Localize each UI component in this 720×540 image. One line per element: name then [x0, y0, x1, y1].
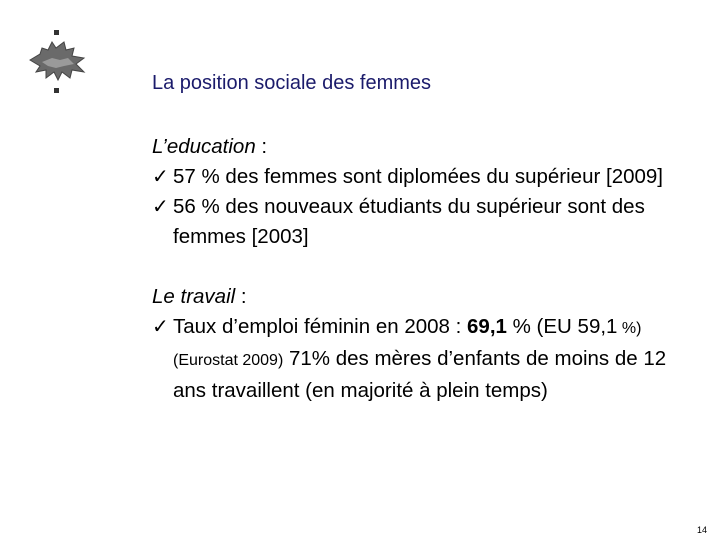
- page-number: 14: [696, 525, 707, 535]
- check-icon: ✓: [152, 316, 169, 338]
- education-heading-colon: :: [255, 135, 268, 158]
- slide-content: [152, 132, 692, 406]
- check-icon: ✓: [152, 166, 169, 188]
- education-bullet-1-text: 57 % des femmes sont diplomées du supérieur [2009]: [173, 165, 663, 188]
- education-bullet-2: [152, 192, 692, 252]
- travail-heading: [152, 282, 692, 312]
- education-heading: [152, 132, 692, 162]
- travail-heading-text: Le travail: [152, 285, 236, 308]
- travail-heading-colon: :: [235, 285, 247, 308]
- university-logo-icon: [22, 28, 92, 98]
- education-heading-text: L’education: [152, 135, 256, 158]
- travail-bullet-part3: 71% des mères d’enfants de moins de 12 ans travaillent (en majorité à plein temps): [173, 347, 667, 402]
- check-icon: ✓: [152, 196, 169, 218]
- travail-bullet-part2: % (EU 59,1: [506, 315, 618, 338]
- travail-bullet-source: %) (Eurostat 2009): [173, 320, 642, 369]
- education-bullet-2-text: 56 % des nouveaux étudiants du supérieur sont des femmes [2003]: [173, 195, 645, 248]
- travail-bullet-bold-value: 69,1: [467, 315, 507, 338]
- slide-title: La position sociale des femmes: [152, 72, 432, 94]
- education-bullet-1: [152, 162, 692, 192]
- travail-bullet-part1: Taux d’emploi féminin en 2008 :: [173, 315, 468, 338]
- travail-bullet: [152, 312, 692, 406]
